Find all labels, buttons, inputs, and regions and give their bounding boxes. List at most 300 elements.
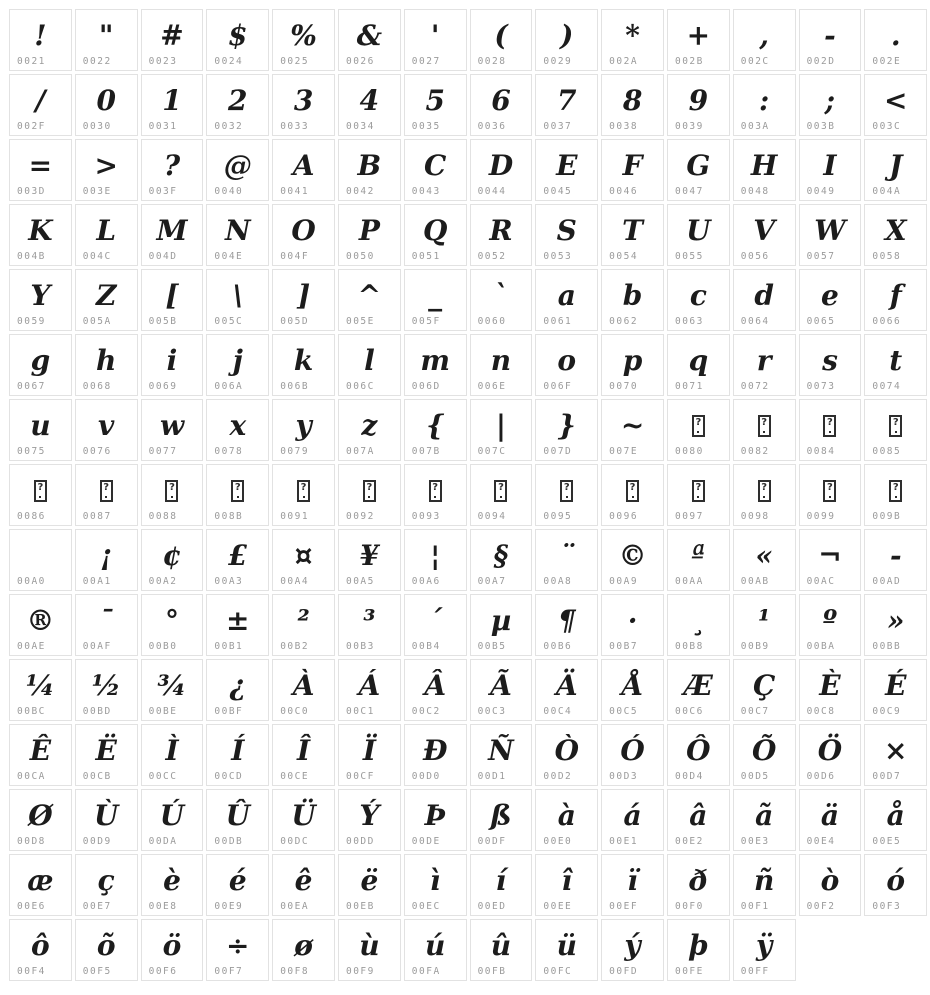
codepoint-label: 0069 [148, 381, 178, 392]
glyph-cell [601, 724, 664, 786]
codepoint-label: 004A [872, 186, 902, 197]
glyph-char: ý [624, 928, 641, 962]
glyph-cell [404, 594, 467, 656]
glyph-char: " [98, 18, 114, 52]
codepoint-label: 00A0 [17, 576, 46, 587]
glyph-cell [733, 789, 796, 851]
glyph-cell [141, 724, 204, 786]
codepoint-label: 00E9 [214, 901, 244, 912]
glyph-cell [9, 919, 72, 981]
glyph-cell [404, 789, 467, 851]
codepoint-label: 00FC [543, 966, 573, 977]
glyph-cell [667, 334, 730, 396]
codepoint-label: 0048 [740, 186, 770, 197]
glyph-cell [470, 74, 533, 136]
codepoint-label: 0027 [411, 56, 441, 67]
glyph-cell [667, 529, 730, 591]
glyph-cell [799, 269, 862, 331]
glyph-cell [864, 74, 927, 136]
glyph-char: P [358, 213, 380, 247]
codepoint-label: 007B [411, 446, 441, 457]
glyph-cell [338, 9, 401, 71]
glyph-char: å [886, 798, 905, 832]
glyph-char: Õ [751, 733, 777, 767]
codepoint-label: 00DD [345, 836, 375, 847]
codepoint-label: 0088 [148, 511, 178, 522]
glyph-cell [667, 74, 730, 136]
glyph-cell [206, 659, 269, 721]
glyph-char: ¼ [25, 668, 55, 702]
glyph-cell [206, 529, 269, 591]
codepoint-label: 00F1 [740, 901, 770, 912]
glyph-char: á [623, 798, 642, 832]
glyph-char: Ê [29, 733, 52, 767]
glyph-char: j [232, 343, 243, 377]
glyph-char: Ñ [488, 733, 514, 767]
codepoint-label: 0096 [609, 511, 639, 522]
codepoint-label: 0045 [543, 186, 573, 197]
glyph-cell [75, 724, 138, 786]
codepoint-label: 0028 [477, 56, 507, 67]
codepoint-label: 00D2 [543, 771, 573, 782]
codepoint-label: 00E8 [148, 901, 178, 912]
missing-glyph-icon: ? [823, 415, 836, 437]
glyph-char: B [357, 148, 382, 182]
codepoint-label: 0086 [17, 511, 46, 522]
codepoint-label: 005B [148, 316, 178, 327]
glyph-cell [75, 854, 138, 916]
glyph-char: F [622, 148, 643, 182]
codepoint-label: 00B2 [280, 641, 310, 652]
glyph-cell [535, 464, 598, 526]
glyph-cell [338, 854, 401, 916]
codepoint-label: 00AD [872, 576, 902, 587]
missing-glyph-icon: ? [297, 480, 310, 502]
glyph-char: × [884, 733, 908, 767]
glyph-char: ` [493, 278, 508, 312]
glyph-cell [733, 464, 796, 526]
glyph-char: Ý [359, 798, 380, 832]
glyph-cell [601, 74, 664, 136]
glyph-char: Î [297, 733, 311, 767]
codepoint-label: 0077 [148, 446, 178, 457]
glyph-char: é [228, 863, 247, 897]
glyph-cell [338, 659, 401, 721]
glyph-char: Ë [95, 733, 117, 767]
glyph-char: d [754, 278, 774, 312]
codepoint-label: 00DB [214, 836, 244, 847]
glyph-cell [404, 269, 467, 331]
codepoint-label: 00F4 [17, 966, 46, 977]
codepoint-label: 00C7 [740, 706, 770, 717]
glyph-char: £ [228, 538, 248, 572]
codepoint-label: 00B0 [148, 641, 178, 652]
glyph-cell [864, 464, 927, 526]
glyph-cell [272, 919, 335, 981]
codepoint-label: 00F5 [82, 966, 112, 977]
glyph-char: { [426, 408, 445, 442]
missing-glyph-icon: ? [758, 415, 771, 437]
glyph-char: ³ [363, 603, 376, 637]
glyph-cell [206, 919, 269, 981]
glyph-cell [864, 204, 927, 266]
glyph-cell [601, 9, 664, 71]
glyph-cell [601, 919, 664, 981]
codepoint-label: 00EB [345, 901, 375, 912]
codepoint-label: 00CA [17, 771, 46, 782]
glyph-cell [9, 464, 72, 526]
glyph-cell [75, 919, 138, 981]
glyph-char: 4 [359, 83, 380, 117]
glyph-cell [404, 334, 467, 396]
glyph-cell [272, 529, 335, 591]
codepoint-label: 0070 [609, 381, 639, 392]
glyph-char: 3 [293, 83, 314, 117]
codepoint-label: 00C8 [806, 706, 836, 717]
codepoint-label: 0050 [345, 251, 375, 262]
glyph-char: ´ [428, 603, 443, 637]
glyph-char: ¤ [294, 538, 313, 572]
codepoint-label: 004E [214, 251, 244, 262]
codepoint-label: 00D6 [806, 771, 836, 782]
codepoint-label: 0042 [345, 186, 375, 197]
missing-glyph-icon: ? [429, 480, 442, 502]
glyph-cell [535, 204, 598, 266]
glyph-char: â [689, 798, 708, 832]
codepoint-label: 006B [280, 381, 310, 392]
glyph-cell [864, 334, 927, 396]
codepoint-label: 00CB [82, 771, 112, 782]
glyph-cell [206, 334, 269, 396]
codepoint-label: 00E3 [740, 836, 770, 847]
glyph-cell [338, 594, 401, 656]
codepoint-label: 005A [82, 316, 112, 327]
glyph-cell [206, 139, 269, 201]
glyph-cell [338, 204, 401, 266]
codepoint-label: 009B [872, 511, 902, 522]
missing-glyph-icon: ? [165, 480, 178, 502]
glyph-char: X [884, 213, 907, 247]
glyph-cell [535, 139, 598, 201]
glyph-cell [470, 399, 533, 461]
glyph-char: « [755, 538, 773, 572]
glyph-cell [799, 724, 862, 786]
codepoint-label: 00A7 [477, 576, 507, 587]
glyph-char: t [889, 343, 903, 377]
glyph-cell [601, 854, 664, 916]
glyph-cell [864, 789, 927, 851]
codepoint-label: 00D0 [411, 771, 441, 782]
missing-glyph-icon: ? [692, 415, 705, 437]
glyph-cell [9, 724, 72, 786]
glyph-char: m [420, 343, 450, 377]
codepoint-label: 00C3 [477, 706, 507, 717]
glyph-cell [206, 399, 269, 461]
glyph-cell [206, 724, 269, 786]
glyph-cell [799, 204, 862, 266]
glyph-char: ÷ [226, 928, 250, 962]
missing-glyph-icon: ? [231, 480, 244, 502]
glyph-cell [799, 399, 862, 461]
glyph-cell [206, 594, 269, 656]
glyph-char: Ó [620, 733, 645, 767]
glyph-cell [470, 529, 533, 591]
glyph-cell [141, 789, 204, 851]
glyph-cell [9, 74, 72, 136]
codepoint-label: 00D3 [609, 771, 639, 782]
glyph-cell [206, 9, 269, 71]
glyph-char: ± [226, 603, 250, 637]
glyph-char: 2 [228, 83, 248, 117]
codepoint-label: 005D [280, 316, 310, 327]
codepoint-label: 006D [411, 381, 441, 392]
glyph-char: Ï [362, 733, 376, 767]
glyph-cell [864, 139, 927, 201]
missing-glyph-icon: ? [889, 415, 902, 437]
codepoint-label: 0041 [280, 186, 310, 197]
codepoint-label: 0079 [280, 446, 310, 457]
codepoint-label: 004B [17, 251, 46, 262]
codepoint-label: 0062 [609, 316, 639, 327]
glyph-char: à [557, 798, 576, 832]
glyph-char: / [35, 83, 46, 117]
glyph-char: R [489, 213, 513, 247]
glyph-char: & [356, 18, 383, 52]
glyph-char: ß [490, 798, 512, 832]
glyph-cell [75, 789, 138, 851]
codepoint-label: 00C0 [280, 706, 310, 717]
codepoint-label: 0098 [740, 511, 770, 522]
glyph-char: Ö [817, 733, 843, 767]
glyph-char: - [824, 18, 836, 52]
codepoint-label: 007D [543, 446, 573, 457]
glyph-cell [470, 789, 533, 851]
glyph-char: _ [428, 278, 443, 312]
glyph-cell [75, 74, 138, 136]
codepoint-label: 002E [872, 56, 902, 67]
codepoint-label: 002C [740, 56, 770, 67]
glyph-cell [799, 594, 862, 656]
codepoint-label: 00BF [214, 706, 244, 717]
glyph-char: Ø [28, 798, 53, 832]
glyph-cell [535, 659, 598, 721]
glyph-char: , [759, 18, 770, 52]
codepoint-label: 0055 [674, 251, 704, 262]
glyph-cell [338, 399, 401, 461]
codepoint-label: 0036 [477, 121, 507, 132]
glyph-cell [338, 74, 401, 136]
glyph-char: 6 [491, 83, 511, 117]
glyph-char: - [889, 538, 902, 572]
codepoint-label: 0093 [411, 511, 441, 522]
glyph-char: V [753, 213, 776, 247]
glyph-cell [338, 334, 401, 396]
codepoint-label: 0024 [214, 56, 244, 67]
glyph-char: ¥ [359, 538, 380, 572]
glyph-char: % [290, 18, 317, 52]
codepoint-label: 00A4 [280, 576, 310, 587]
glyph-cell [864, 9, 927, 71]
codepoint-label: 00AB [740, 576, 770, 587]
glyph-cell [272, 204, 335, 266]
codepoint-label: 00A2 [148, 576, 178, 587]
glyph-cell [9, 9, 72, 71]
glyph-char: ; [824, 83, 836, 117]
glyph-cell [667, 724, 730, 786]
glyph-char: Ð [422, 733, 448, 767]
codepoint-label: 00C1 [345, 706, 375, 717]
glyph-char: © [618, 538, 647, 572]
glyph-cell [601, 269, 664, 331]
glyph-cell [667, 789, 730, 851]
glyph-char: @ [223, 148, 252, 182]
missing-glyph-icon: ? [823, 480, 836, 502]
codepoint-label: 0060 [477, 316, 507, 327]
glyph-char: Þ [424, 798, 446, 832]
glyph-char: Ü [291, 798, 316, 832]
glyph-cell [799, 659, 862, 721]
glyph-char: ð [689, 863, 708, 897]
missing-glyph-icon: ? [363, 480, 376, 502]
codepoint-label: 0040 [214, 186, 244, 197]
glyph-cell [799, 789, 862, 851]
glyph-cell [75, 139, 138, 201]
codepoint-label: 0061 [543, 316, 573, 327]
glyph-cell [601, 139, 664, 201]
glyph-char: ò [820, 863, 840, 897]
glyph-cell [206, 269, 269, 331]
glyph-char: ¸ [691, 603, 706, 637]
glyph-cell [338, 724, 401, 786]
glyph-char: ø [294, 928, 313, 962]
glyph-cell [141, 204, 204, 266]
codepoint-label: 004C [82, 251, 112, 262]
glyph-char: Å [621, 668, 644, 702]
glyph-char: # [160, 18, 184, 52]
glyph-cell [272, 464, 335, 526]
codepoint-label: 00C4 [543, 706, 573, 717]
glyph-char: ( [494, 18, 508, 52]
codepoint-label: 00B6 [543, 641, 573, 652]
glyph-char: f [889, 278, 902, 312]
codepoint-label: 0056 [740, 251, 770, 262]
glyph-cell [733, 139, 796, 201]
glyph-char: e [821, 278, 839, 312]
glyph-cell [535, 74, 598, 136]
glyph-cell [206, 74, 269, 136]
codepoint-label: 00AE [17, 641, 46, 652]
codepoint-label: 00C5 [609, 706, 639, 717]
codepoint-label: 002D [806, 56, 836, 67]
glyph-cell [141, 9, 204, 71]
codepoint-label: 00F7 [214, 966, 244, 977]
glyph-cell [75, 659, 138, 721]
glyph-cell [733, 854, 796, 916]
glyph-char: K [28, 213, 53, 247]
codepoint-label: 00C6 [674, 706, 704, 717]
codepoint-label: 00D9 [82, 836, 112, 847]
codepoint-label: 00D7 [872, 771, 902, 782]
glyph-char: ~ [620, 408, 645, 442]
glyph-cell [272, 594, 335, 656]
glyph-char: U [686, 213, 711, 247]
glyph-char: 9 [688, 83, 709, 117]
codepoint-label: 00FB [477, 966, 507, 977]
glyph-cell [141, 464, 204, 526]
codepoint-label: 00DA [148, 836, 178, 847]
codepoint-label: 007E [609, 446, 639, 457]
codepoint-label: 00A5 [345, 576, 375, 587]
glyph-char: . [890, 18, 901, 52]
glyph-char: k [293, 343, 314, 377]
glyph-char: ¿ [229, 668, 246, 702]
glyph-char: Ò [554, 733, 579, 767]
missing-glyph-icon: ? [560, 480, 573, 502]
glyph-cell [404, 724, 467, 786]
glyph-char: Í [231, 733, 245, 767]
glyph-char: Y [30, 278, 51, 312]
glyph-cell [535, 594, 598, 656]
glyph-cell [733, 919, 796, 981]
codepoint-label: 006C [345, 381, 375, 392]
codepoint-label: 00B8 [674, 641, 704, 652]
glyph-char: q [688, 343, 709, 377]
glyph-cell [733, 724, 796, 786]
codepoint-label: 0074 [872, 381, 902, 392]
codepoint-label: 003A [740, 121, 770, 132]
codepoint-label: 00E5 [872, 836, 902, 847]
codepoint-label: 00E7 [82, 901, 112, 912]
glyph-cell [272, 659, 335, 721]
codepoint-label: 006F [543, 381, 573, 392]
glyph-cell [667, 269, 730, 331]
glyph-char: < [884, 83, 908, 117]
glyph-cell [601, 789, 664, 851]
codepoint-label: 0080 [674, 446, 704, 457]
glyph-cell [470, 269, 533, 331]
codepoint-label: 00B3 [345, 641, 375, 652]
glyph-char: C [424, 148, 447, 182]
glyph-cell [141, 139, 204, 201]
glyph-cell [864, 529, 927, 591]
glyph-char: ^ [357, 278, 382, 312]
codepoint-label: 00BC [17, 706, 46, 717]
codepoint-label: 00ED [477, 901, 507, 912]
glyph-char: \ [232, 278, 243, 312]
glyph-cell [272, 724, 335, 786]
codepoint-label: 003F [148, 186, 178, 197]
glyph-cell [601, 334, 664, 396]
glyph-char: Â [424, 668, 447, 702]
codepoint-label: 00FF [740, 966, 770, 977]
codepoint-label: 00F6 [148, 966, 178, 977]
glyph-char: L [96, 213, 117, 247]
glyph-cell [75, 269, 138, 331]
glyph-char: Ã [490, 668, 512, 702]
glyph-cell [470, 594, 533, 656]
codepoint-label: 0030 [82, 121, 112, 132]
codepoint-label: 00FD [609, 966, 639, 977]
glyph-char: ë [360, 863, 379, 897]
glyph-cell [601, 204, 664, 266]
glyph-cell [272, 334, 335, 396]
codepoint-label: 00C2 [411, 706, 441, 717]
codepoint-label: 00CD [214, 771, 244, 782]
glyph-cell [404, 854, 467, 916]
glyph-cell [535, 919, 598, 981]
glyph-char: ¶ [557, 603, 576, 637]
glyph-char: a [557, 278, 576, 312]
